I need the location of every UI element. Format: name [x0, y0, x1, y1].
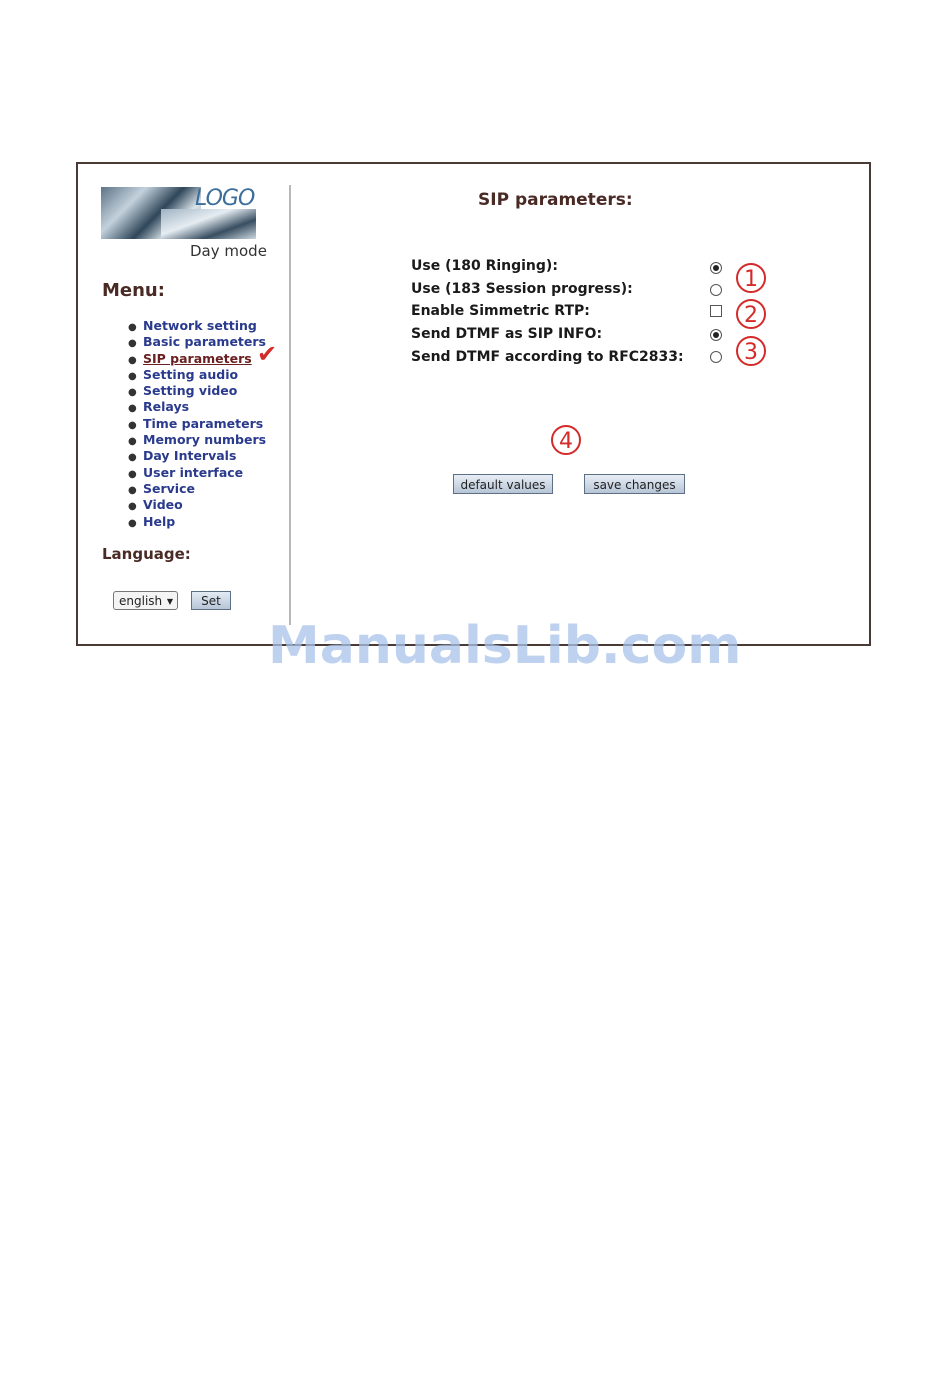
- option-label-dtmf-sip-info: Send DTMF as SIP INFO:: [411, 326, 603, 342]
- bullet-icon: ●: [128, 338, 137, 350]
- language-select[interactable]: [113, 591, 178, 610]
- sidebar-item-relays[interactable]: [128, 399, 266, 415]
- sidebar-item-label[interactable]: User interface: [143, 464, 244, 480]
- sidebar-item-user-interface[interactable]: [128, 465, 266, 481]
- bullet-icon: ●: [128, 468, 137, 480]
- option-label-simmetric-rtp: Enable Simmetric RTP:: [411, 303, 590, 319]
- logo-photo-overlay: [161, 209, 256, 239]
- sidebar-divider: [289, 185, 291, 625]
- radio-183-session-progress[interactable]: [710, 284, 722, 296]
- bullet-icon: ●: [128, 354, 137, 366]
- day-mode-label: Day mode: [190, 242, 267, 260]
- bullet-icon: ●: [128, 452, 137, 464]
- sidebar-item-label[interactable]: Relays: [143, 399, 190, 415]
- sidebar-item-basic-parameters[interactable]: [128, 334, 266, 350]
- option-label-dtmf-rfc2833: Send DTMF according to RFC2833:: [411, 349, 684, 365]
- callout-4: 4: [551, 425, 581, 455]
- bullet-icon: ●: [128, 501, 137, 513]
- radio-180-ringing[interactable]: [710, 262, 722, 274]
- sidebar-item-network-setting[interactable]: [128, 318, 266, 334]
- language-select-value: english: [119, 594, 163, 608]
- sidebar-item-video[interactable]: [128, 497, 266, 513]
- option-label-180-ringing: Use (180 Ringing):: [411, 258, 558, 274]
- sidebar-item-day-intervals[interactable]: [128, 448, 266, 464]
- bullet-icon: ●: [128, 436, 137, 448]
- page-title: SIP parameters:: [478, 190, 633, 210]
- sidebar-item-label[interactable]: Setting video: [143, 383, 238, 399]
- bullet-icon: ●: [128, 419, 137, 431]
- radio-dtmf-rfc2833[interactable]: [710, 351, 722, 363]
- sidebar-item-label[interactable]: Help: [143, 513, 176, 529]
- callout-3: 3: [736, 336, 766, 366]
- callout-2: 2: [736, 299, 766, 329]
- sidebar-item-time-parameters[interactable]: [128, 416, 266, 432]
- bullet-icon: ●: [128, 403, 137, 415]
- sidebar-item-label[interactable]: Memory numbers: [143, 432, 267, 448]
- radio-dtmf-sip-info[interactable]: [710, 329, 722, 341]
- callout-1: 1: [736, 263, 766, 293]
- sidebar-item-sip-parameters[interactable]: [128, 351, 266, 367]
- sidebar-item-label[interactable]: Basic parameters: [143, 334, 266, 350]
- sidebar-item-label[interactable]: Network setting: [143, 318, 257, 333]
- sidebar-item-help[interactable]: [128, 514, 266, 530]
- sidebar-menu: [128, 318, 266, 530]
- watermark: ManualsLib.com: [268, 616, 742, 676]
- menu-title: Menu:: [102, 280, 165, 301]
- sidebar-item-label[interactable]: SIP parameters: [143, 350, 252, 366]
- bullet-icon: ●: [128, 322, 137, 333]
- bullet-icon: ●: [128, 387, 137, 399]
- sidebar-item-memory-numbers[interactable]: [128, 432, 266, 448]
- sidebar-item-label[interactable]: Setting audio: [143, 366, 239, 382]
- sidebar-item-setting-audio[interactable]: [128, 367, 266, 383]
- sidebar-item-label[interactable]: Video: [143, 497, 183, 513]
- default-values-button[interactable]: default values: [453, 474, 553, 494]
- sidebar-item-label[interactable]: Day Intervals: [143, 448, 237, 464]
- checkbox-simmetric-rtp[interactable]: [710, 305, 722, 317]
- set-language-button[interactable]: Set: [191, 591, 231, 610]
- bullet-icon: ●: [128, 370, 137, 382]
- save-changes-button[interactable]: save changes: [584, 474, 685, 494]
- sidebar-item-label[interactable]: Time parameters: [143, 415, 264, 431]
- option-label-183-session-progress: Use (183 Session progress):: [411, 281, 633, 297]
- language-title: Language:: [102, 545, 191, 563]
- checkmark-icon: ✔: [257, 340, 278, 368]
- logo-text: LOGO: [195, 186, 255, 211]
- sidebar-item-label[interactable]: Service: [143, 480, 195, 496]
- sidebar-item-service[interactable]: [128, 481, 266, 497]
- chevron-down-icon: ▼: [166, 597, 173, 606]
- bullet-icon: ●: [128, 517, 137, 529]
- bullet-icon: ●: [128, 484, 137, 496]
- sidebar-item-setting-video[interactable]: [128, 383, 266, 399]
